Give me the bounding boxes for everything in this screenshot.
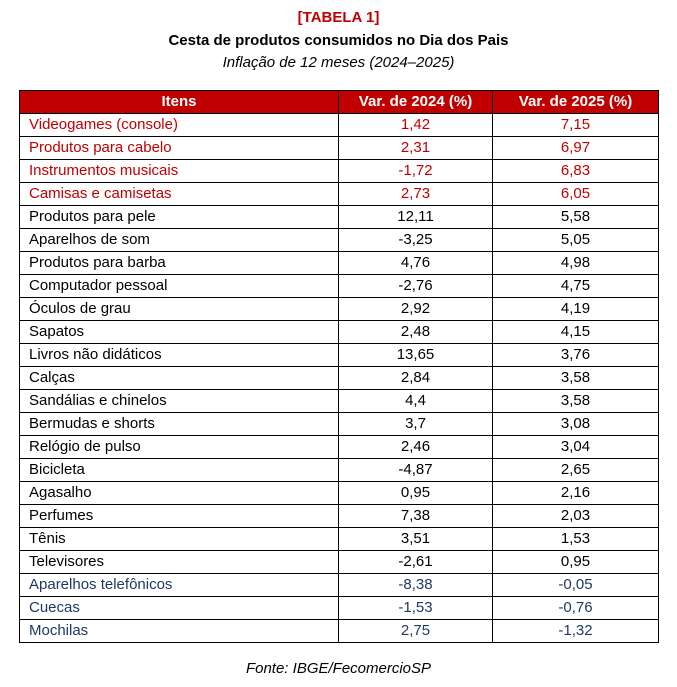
value-2025-cell: 6,05 (493, 183, 659, 206)
item-cell: Computador pessoal (20, 275, 339, 298)
value-2024-cell: -8,38 (339, 574, 493, 597)
header-row (20, 91, 659, 114)
value-2024-cell: -1,53 (339, 597, 493, 620)
value-2025-cell: 6,97 (493, 137, 659, 160)
table-row (20, 298, 659, 321)
value-2024-cell: 2,46 (339, 436, 493, 459)
item-cell: Produtos para cabelo (20, 137, 339, 160)
value-2025-cell: 5,58 (493, 206, 659, 229)
value-2024-cell: 2,84 (339, 367, 493, 390)
item-cell: Produtos para pele (20, 206, 339, 229)
item-cell: Relógio de pulso (20, 436, 339, 459)
value-2024-cell: 2,75 (339, 620, 493, 643)
value-2025-cell: 2,65 (493, 459, 659, 482)
value-2024-cell: 3,51 (339, 528, 493, 551)
value-2025-cell: 6,83 (493, 160, 659, 183)
table-row (20, 229, 659, 252)
value-2025-cell: 4,75 (493, 275, 659, 298)
item-cell: Cuecas (20, 597, 339, 620)
item-cell: Tênis (20, 528, 339, 551)
value-2024-cell: -2,61 (339, 551, 493, 574)
table-row (20, 620, 659, 643)
table-row (20, 436, 659, 459)
source-note: Fonte: IBGE/FecomercioSP (245, 660, 432, 677)
item-cell: Sapatos (20, 321, 339, 344)
value-2025-cell: 7,15 (493, 114, 659, 137)
value-2025-cell: 4,15 (493, 321, 659, 344)
item-cell: Instrumentos musicais (20, 160, 339, 183)
value-2024-cell: 4,4 (339, 390, 493, 413)
item-cell: Mochilas (20, 620, 339, 643)
value-2024-cell: 0,95 (339, 482, 493, 505)
table-row (20, 114, 659, 137)
table-subtitle: Inflação de 12 meses (2024–2025) (222, 54, 455, 71)
value-2025-cell: 3,76 (493, 344, 659, 367)
value-2025-cell: 3,08 (493, 413, 659, 436)
value-2024-cell: 2,48 (339, 321, 493, 344)
item-cell: Perfumes (20, 505, 339, 528)
column-header-2024: Var. de 2024 (%) (339, 91, 493, 114)
table-row (20, 367, 659, 390)
item-cell: Óculos de grau (20, 298, 339, 321)
value-2024-cell: -1,72 (339, 160, 493, 183)
value-2024-cell: 2,92 (339, 298, 493, 321)
value-2024-cell: 4,76 (339, 252, 493, 275)
item-cell: Bermudas e shorts (20, 413, 339, 436)
value-2024-cell: 2,31 (339, 137, 493, 160)
table-row (20, 321, 659, 344)
inflation-table (19, 90, 659, 643)
column-header-items: Itens (20, 91, 339, 114)
table-row (20, 137, 659, 160)
value-2025-cell: 2,16 (493, 482, 659, 505)
table-row (20, 551, 659, 574)
table-row (20, 183, 659, 206)
value-2025-cell: 5,05 (493, 229, 659, 252)
value-2025-cell: 4,19 (493, 298, 659, 321)
value-2024-cell: 3,7 (339, 413, 493, 436)
table-title: Cesta de produtos consumidos no Dia dos Pais (168, 32, 509, 49)
item-cell: Produtos para barba (20, 252, 339, 275)
value-2025-cell: 2,03 (493, 505, 659, 528)
value-2025-cell: 3,58 (493, 390, 659, 413)
value-2024-cell: 7,38 (339, 505, 493, 528)
item-cell: Aparelhos de som (20, 229, 339, 252)
item-cell: Videogames (console) (20, 114, 339, 137)
value-2025-cell: 4,98 (493, 252, 659, 275)
value-2025-cell: -0,76 (493, 597, 659, 620)
table-row (20, 528, 659, 551)
table-row (20, 482, 659, 505)
value-2025-cell: -0,05 (493, 574, 659, 597)
item-cell: Camisas e camisetas (20, 183, 339, 206)
table-row (20, 413, 659, 436)
value-2024-cell: 12,11 (339, 206, 493, 229)
value-2025-cell: 1,53 (493, 528, 659, 551)
item-cell: Agasalho (20, 482, 339, 505)
value-2024-cell: 1,42 (339, 114, 493, 137)
value-2025-cell: 0,95 (493, 551, 659, 574)
value-2024-cell: 13,65 (339, 344, 493, 367)
table-row (20, 390, 659, 413)
value-2025-cell: 3,58 (493, 367, 659, 390)
table-row (20, 344, 659, 367)
value-2025-cell: 3,04 (493, 436, 659, 459)
table-row (20, 459, 659, 482)
item-cell: Calças (20, 367, 339, 390)
value-2025-cell: -1,32 (493, 620, 659, 643)
table-row (20, 206, 659, 229)
item-cell: Televisores (20, 551, 339, 574)
column-header-2025: Var. de 2025 (%) (493, 91, 659, 114)
item-cell: Aparelhos telefônicos (20, 574, 339, 597)
table-tag: [TABELA 1] (297, 9, 380, 26)
table-row (20, 597, 659, 620)
table-row (20, 160, 659, 183)
value-2024-cell: -2,76 (339, 275, 493, 298)
table-row (20, 505, 659, 528)
table-row (20, 574, 659, 597)
value-2024-cell: -3,25 (339, 229, 493, 252)
value-2024-cell: 2,73 (339, 183, 493, 206)
table-row (20, 275, 659, 298)
item-cell: Bicicleta (20, 459, 339, 482)
item-cell: Livros não didáticos (20, 344, 339, 367)
item-cell: Sandálias e chinelos (20, 390, 339, 413)
table-row (20, 252, 659, 275)
value-2024-cell: -4,87 (339, 459, 493, 482)
